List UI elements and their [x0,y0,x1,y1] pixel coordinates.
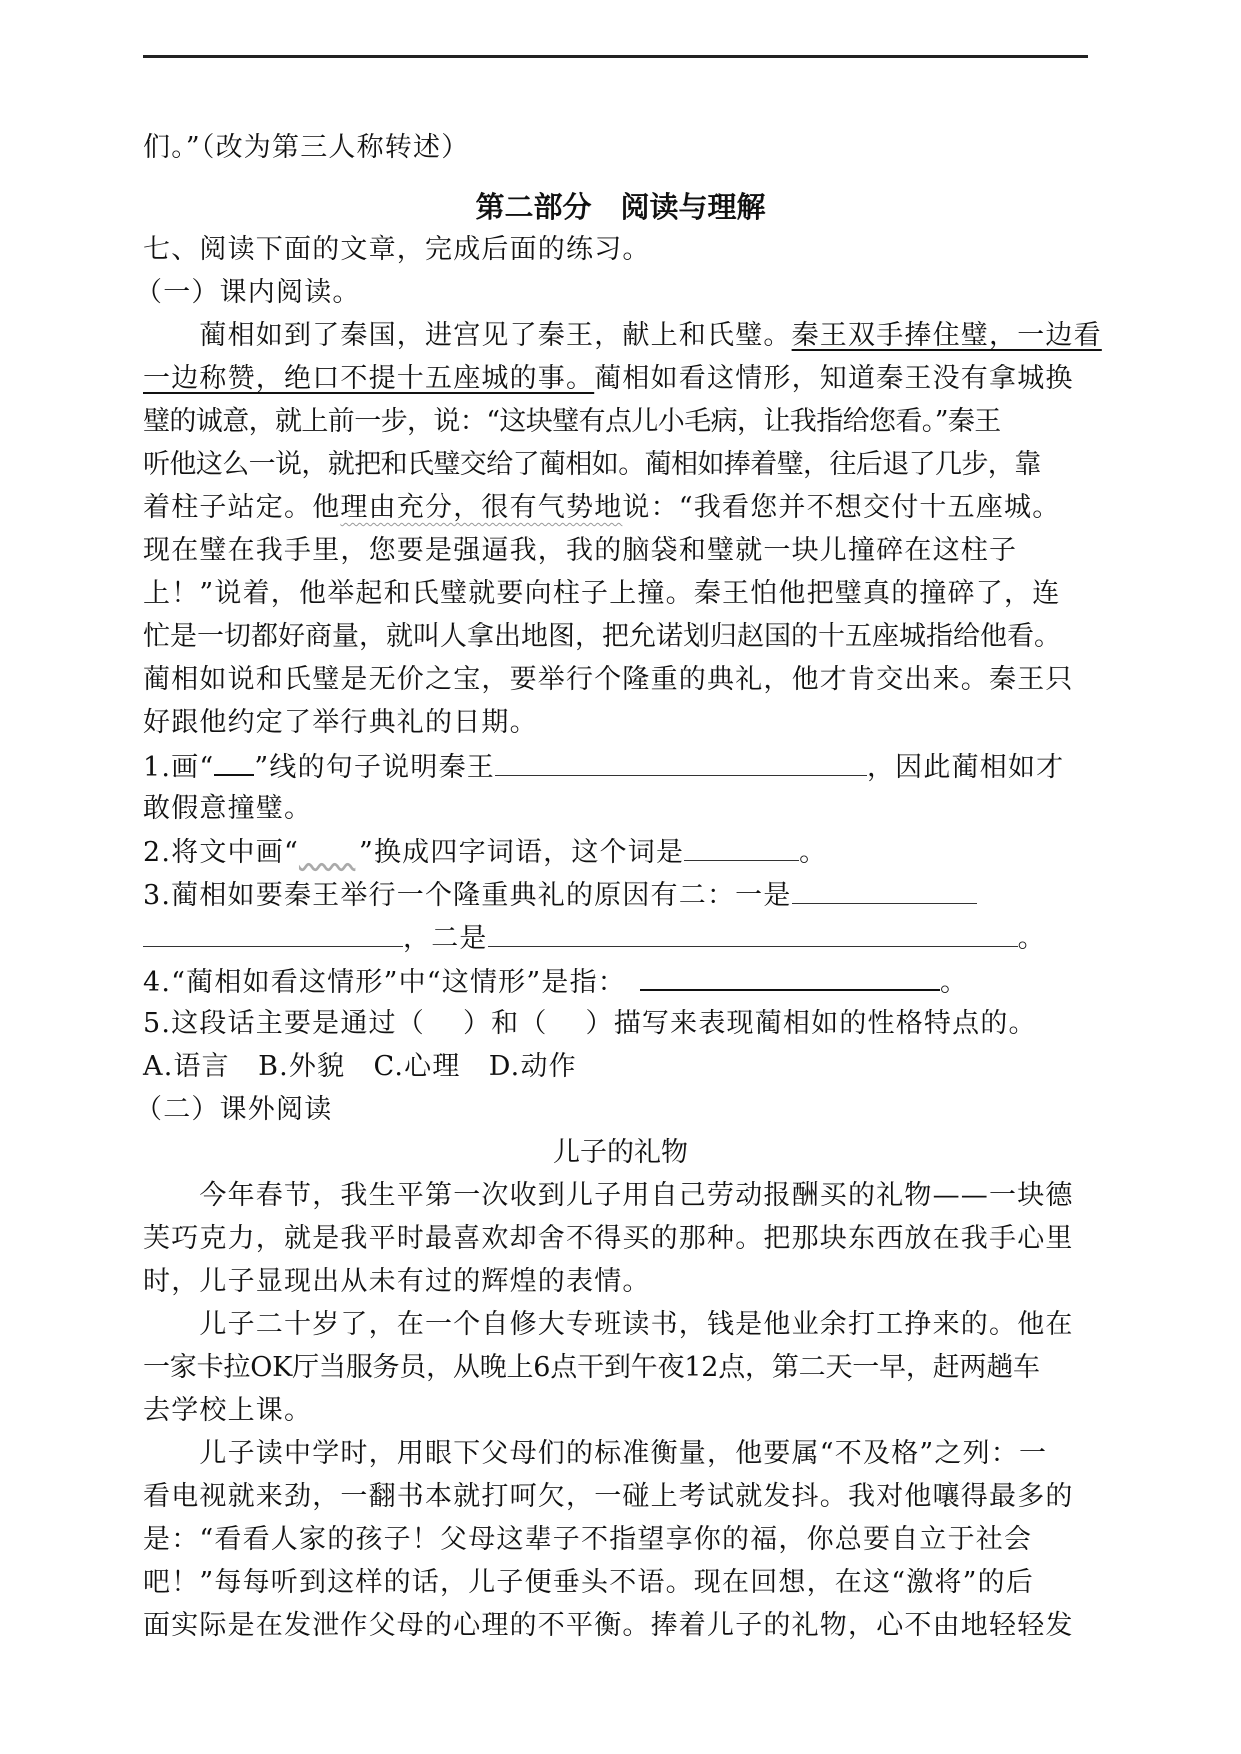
question-1 [143,748,1064,786]
q2-text: ”换成四字词语，这个词是 [358,837,685,868]
passage2-line: 今年春节，我生平第一次收到儿子用自己劳动报酬买的礼物——一块德 [143,1180,1074,1211]
wavy-line-sample [299,835,359,861]
question-5: 5.这段话主要是通过（ ）和（ ）描写来表现蔺相如的性格特点的。 [143,1008,1037,1039]
passage1-line: 上！”说着，他举起和氏璧就要向柱子上撞。秦王怕他把璧真的撞碎了，连 [143,578,1061,609]
q4-text: 。 [939,967,969,998]
passage-text: 说：“我看您并不想交付十五座城。 [622,492,1061,523]
passage1-line [143,318,1102,354]
question-2 [143,834,827,871]
passage1-line: 好跟他约定了举行典礼的日期。 [143,707,538,738]
q1-text: ”线的句子说明秦王 [254,752,495,783]
part1-heading: （一）课内阅读。 [135,277,361,308]
question-1-cont: 敢假意撞璧。 [143,793,313,824]
passage2-line: 面实际是在发泄作父母的心理的不平衡。捧着儿子的礼物，心不由地轻轻发 [143,1610,1074,1641]
passage2-line: 儿子读中学时，用眼下父母们的标准衡量，他要属“不及格”之列：一 [143,1438,1048,1469]
wavy-underlined-phrase: 理由充分，很有气势地 [340,492,623,523]
answer-blank[interactable] [640,963,940,991]
underlined-sentence: 秦王双手捧住璧，一边看 [791,320,1102,351]
question-7-heading: 七、阅读下面的文章，完成后面的练习。 [143,234,651,265]
underline-sample [214,748,254,776]
passage2-line: 吧！”每每听到这样的话，儿子便垂头不语。现在回想，在这“激将”的后 [143,1567,1035,1598]
passage1-line: 忙是一切都好商量，就叫人拿出地图，把允诺划归赵国的十五座城指给他看。 [143,621,1061,652]
part2-heading: （二）课外阅读 [135,1094,333,1125]
passage-text: 着柱子站定。他 [143,492,341,523]
q3-text: ，二是 [403,923,488,954]
q2-text: 2.将文中画“ [143,837,299,868]
story-title: 儿子的礼物 [553,1137,688,1168]
passage2-line: 芙巧克力，就是我平时最喜欢却舍不得买的那种。把那块东西放在我手心里 [143,1223,1074,1254]
passage1-line [143,490,1060,526]
underlined-sentence: 一边称赞，绝口不提十五座城的事。 [143,363,595,394]
question-5-options: A.语言 B.外貌 C.心理 D.动作 [143,1051,577,1082]
passage2-line: 是：“看看人家的孩子！父母这辈子不指望享你的福，你总要自立于社会 [143,1524,1033,1555]
q2-text: 。 [799,837,828,868]
passage1-line: 蔺相如说和氏璧是无价之宝，要举行个隆重的典礼，他才肯交出来。秦王只 [143,664,1074,695]
header-rule [143,55,1088,58]
answer-blank[interactable] [488,920,1018,947]
passage2-line: 儿子二十岁了，在一个自修大专班读书，钱是他业余打工挣来的。他在 [143,1309,1074,1340]
question-3-cont [143,920,1046,957]
answer-blank[interactable] [143,920,403,947]
continuation-line: 们。”（改为第三人称转述） [143,132,470,163]
q3-text: 。 [1017,923,1046,954]
q1-text: 1.画“ [143,752,215,783]
passage1-line: 现在璧在我手里，您要是强逼我，我的脑袋和璧就一块儿撞碎在这柱子 [143,535,1018,566]
q1-text: ，因此蔺相如才 [866,752,1065,783]
passage2-line: 看电视就来劲，一翻书本就打呵欠，一碰上考试就发抖。我对他嚷得最多的 [143,1481,1074,1512]
answer-blank[interactable] [684,834,799,861]
passage2-line: 去学校上课。 [143,1395,313,1426]
question-4 [143,963,968,1001]
q4-text: 4.“蔺相如看这情形”中“这情形”是指： [143,967,626,998]
question-3 [143,877,977,914]
section-title: 第二部分 阅读与理解 [475,190,766,224]
passage-text: 蔺相如到了秦国，进宫见了秦王，献上和氏璧。 [143,320,792,351]
answer-blank[interactable] [792,877,977,904]
passage-text: 蔺相如看这情形，知道秦王没有拿城换 [594,363,1074,394]
passage1-line: 听他这么一说，就把和氏璧交给了蔺相如。蔺相如捧着璧，往后退了几步，靠 [143,449,1041,480]
passage2-line: 一家卡拉OK厅当服务员，从晚上6点干到午夜12点，第二天一早，赶两趟车 [143,1352,1040,1383]
passage2-line: 时，儿子显现出从未有过的辉煌的表情。 [143,1266,651,1297]
passage1-line: 璧的诚意，就上前一步，说：“这块璧有点儿小毛病，让我指给您看。”秦王 [143,406,1001,437]
q3-text: 3.蔺相如要秦王举行一个隆重典礼的原因有二：一是 [143,880,792,911]
answer-blank[interactable] [495,749,867,776]
passage1-line [143,361,1074,397]
